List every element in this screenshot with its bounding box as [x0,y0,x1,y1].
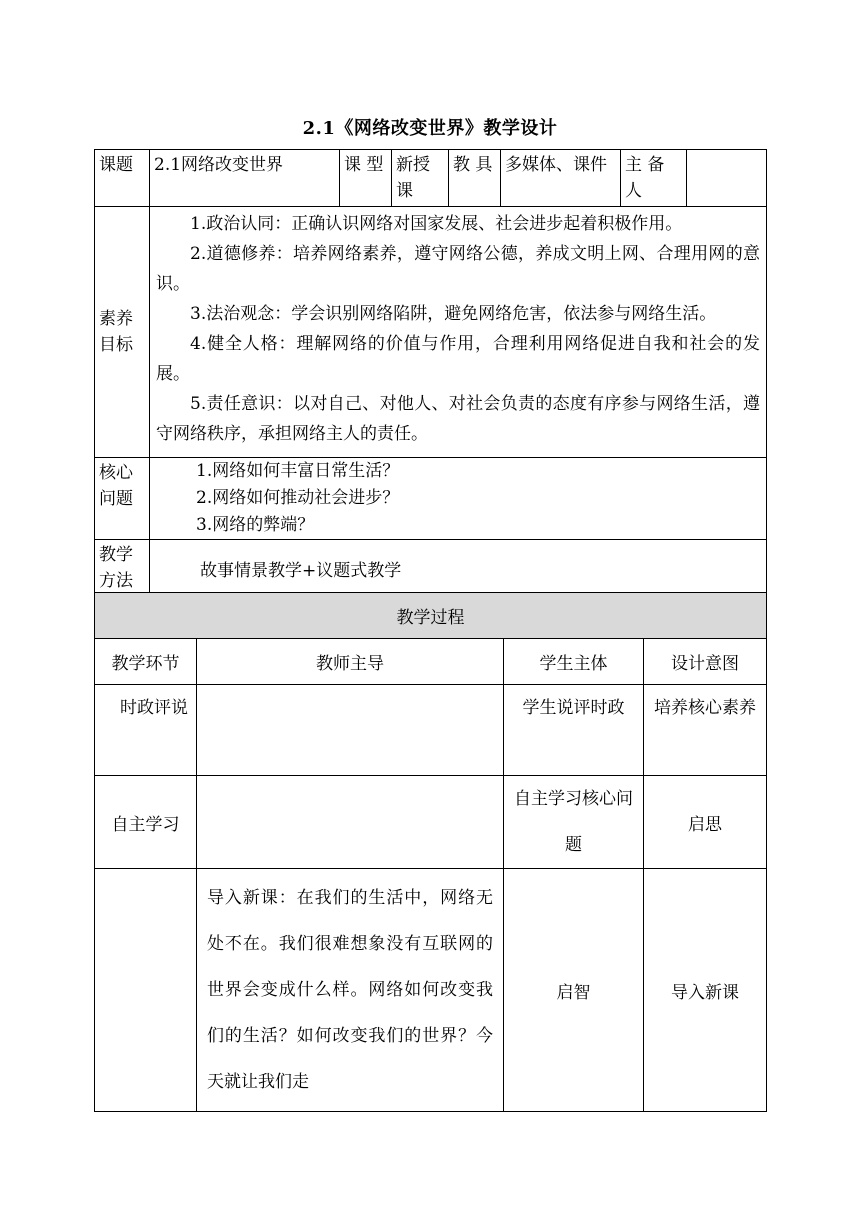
goals-content [150,207,767,458]
goals-label: 素养目标 [95,207,150,458]
table-row [95,869,767,1112]
header-intent: 设计意图 [644,639,767,685]
teaching-process-table [94,592,767,1112]
tools-label: 教 具 [449,150,501,207]
tools-value: 多媒体、课件 [501,150,621,207]
lesson-info-table [94,149,767,597]
header-teacher: 教师主导 [197,639,504,685]
goal-item: 4.健全人格：理解网络的价值与作用，合理利用网络促进自我和社会的发展。 [156,334,760,384]
student-cell: 自主学习核心问题 [504,776,644,869]
preparer-label: 主 备 人 [621,150,687,207]
header-stage: 教学环节 [95,639,197,685]
preparer-value [687,150,767,207]
stage-cell: 时政评说 [95,685,197,776]
stage-cell [95,869,197,1112]
core-questions-content [150,458,767,540]
stage-cell: 自主学习 [95,776,197,869]
intent-cell: 启思 [644,776,767,869]
teacher-cell [197,685,504,776]
intent-cell: 培养核心素养 [644,685,767,776]
student-cell: 学生说评时政 [504,685,644,776]
type-label: 课 型 [340,150,392,207]
table-row [95,776,767,869]
type-value: 新授 课 [392,150,449,207]
topic-label: 课题 [95,150,150,207]
topic-value: 2.1网络改变世界 [150,150,340,207]
goal-item: 1.政治认同：正确认识网络对国家发展、社会进步起着积极作用。 [190,214,683,234]
question-item: 1.网络如何丰富日常生活？ [196,461,400,481]
teacher-cell [197,776,504,869]
page-title: 2.1《网络改变世界》教学设计 [302,118,558,139]
question-item: 3.网络的弊端？ [196,515,315,535]
teacher-cell [197,869,504,1112]
table-row [95,685,767,776]
intro-text: 导入新课：在我们的生活中，网络无处不在。我们很难想象没有互联网的世界会变成什么样。网络如何改变我们的生活？如何改变我们的世界？今天就让我们走 [207,888,493,1092]
method-value: 故事情景教学+议题式教学 [150,540,767,597]
process-title: 教学过程 [95,593,767,639]
student-cell: 启智 [504,869,644,1112]
method-label: 教学方法 [95,540,150,597]
goal-item: 3.法治观念：学会识别网络陷阱，避免网络危害，依法参与网络生活。 [190,304,717,324]
goal-item: 5.责任意识：以对自己、对他人、对社会负责的态度有序参与网络生活，遵守网络秩序，承担网络主人的责任。 [156,394,760,444]
core-questions-label: 核心问题 [95,458,150,540]
intent-cell: 导入新课 [644,869,767,1112]
header-student: 学生主体 [504,639,644,685]
question-item: 2.网络如何推动社会进步？ [196,488,400,508]
goal-item: 2.道德修养：培养网络素养，遵守网络公德，养成文明上网、合理用网的意识。 [156,244,760,294]
